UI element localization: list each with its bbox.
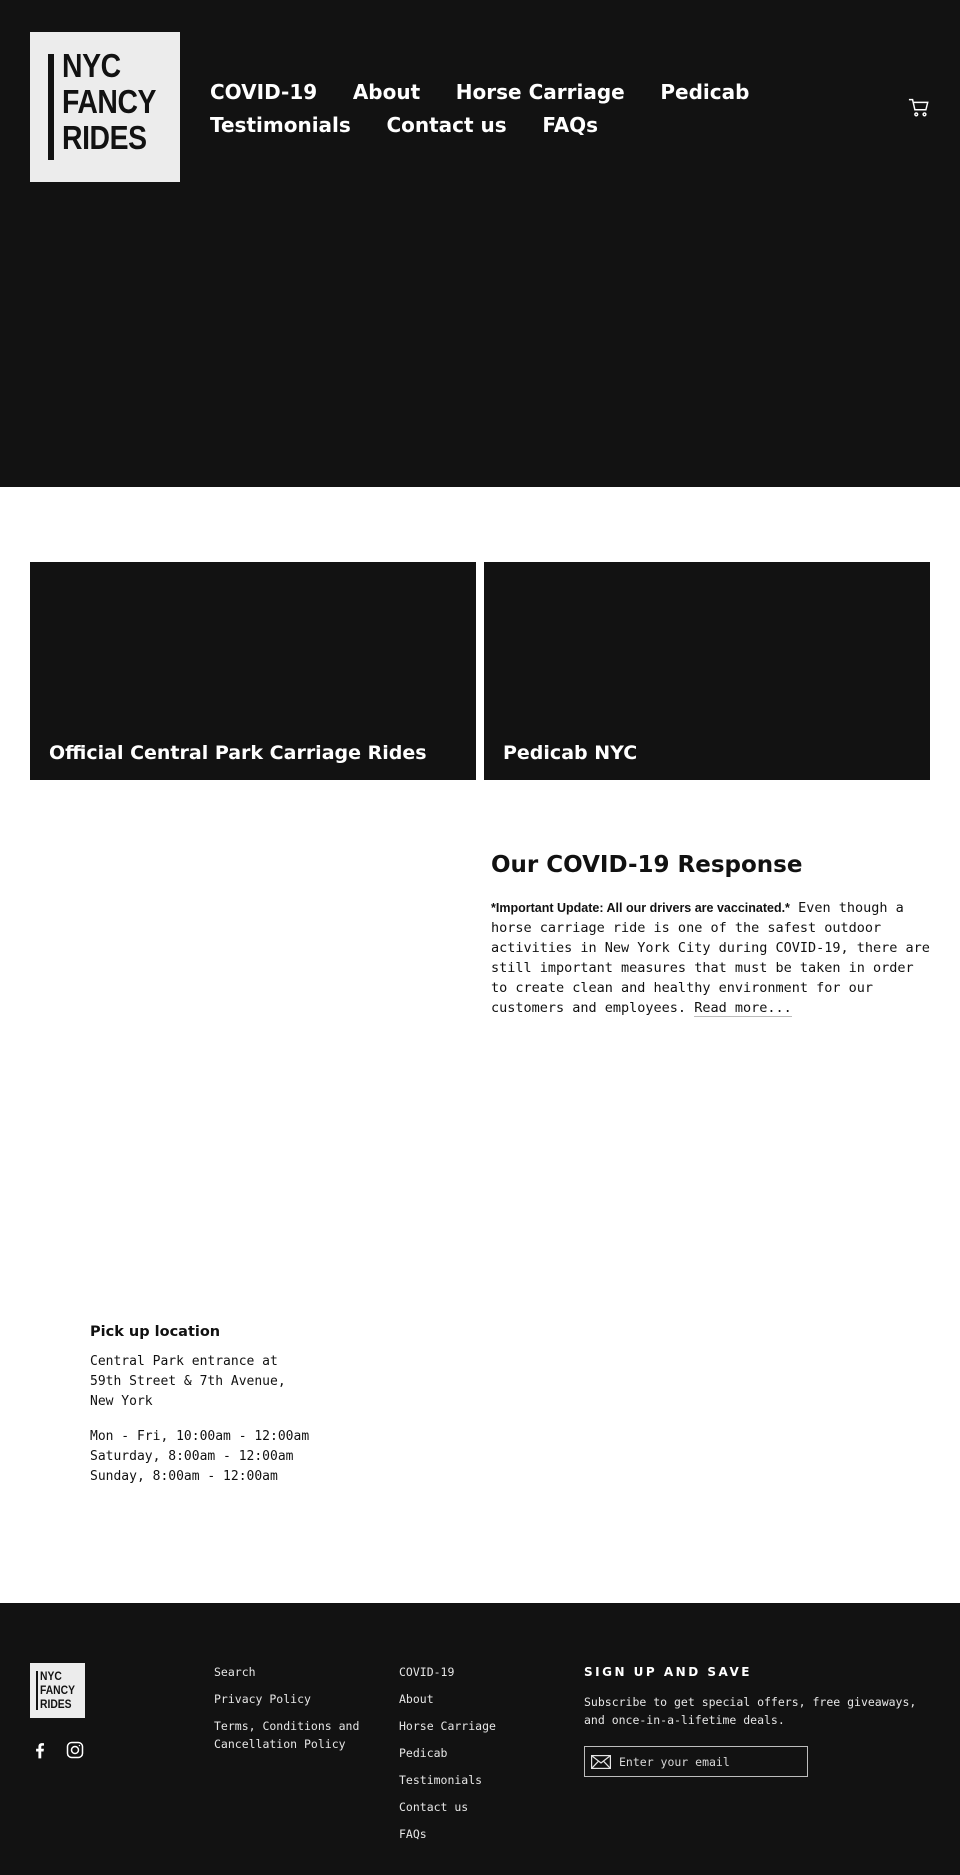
footer-links-legal bbox=[214, 1663, 374, 1762]
email-input[interactable] bbox=[619, 1747, 804, 1776]
address-line: 59th Street & 7th Avenue, bbox=[90, 1374, 286, 1389]
collection-tile-pedicab[interactable] bbox=[484, 562, 930, 780]
site-logo[interactable] bbox=[30, 32, 180, 182]
logo-text bbox=[62, 48, 156, 156]
facebook-icon[interactable] bbox=[30, 1740, 50, 1760]
nav-item-contact-us[interactable]: Contact us bbox=[386, 113, 507, 137]
covid-heading: Our COVID-19 Response bbox=[491, 852, 803, 878]
footer-link-covid-19[interactable]: COVID-19 bbox=[399, 1665, 455, 1679]
main-nav bbox=[210, 76, 870, 142]
footer-logo-text bbox=[40, 1669, 75, 1711]
hours-line: Saturday, 8:00am - 12:00am bbox=[90, 1449, 294, 1464]
nav-item-testimonials[interactable]: Testimonials bbox=[210, 113, 351, 137]
instagram-icon[interactable] bbox=[65, 1740, 85, 1760]
envelope-icon bbox=[591, 1755, 611, 1769]
footer-logo-line-1: NYC bbox=[40, 1669, 62, 1683]
email-field-wrapper bbox=[584, 1746, 808, 1777]
hero-banner bbox=[0, 0, 960, 487]
nav-item-about[interactable]: About bbox=[352, 80, 421, 104]
collection-title: Pedicab NYC bbox=[503, 742, 638, 764]
footer-link-contact-us[interactable]: Contact us bbox=[399, 1800, 469, 1814]
footer-link-faqs[interactable]: FAQs bbox=[399, 1827, 427, 1841]
footer-link-testimonials[interactable]: Testimonials bbox=[399, 1773, 483, 1787]
footer-links-main bbox=[399, 1663, 549, 1852]
pickup-hours bbox=[90, 1427, 350, 1487]
pickup-heading: Pick up location bbox=[90, 1324, 221, 1340]
footer-logo[interactable] bbox=[30, 1663, 85, 1718]
footer-link-search[interactable]: Search bbox=[214, 1665, 256, 1679]
covid-lead: *Important Update: All our drivers are vaccinated.* bbox=[491, 901, 790, 915]
logo-line-1: NYC bbox=[62, 47, 121, 84]
logo-line-3: RIDES bbox=[62, 119, 147, 156]
covid-text bbox=[491, 898, 931, 1018]
site-footer bbox=[0, 1603, 960, 1875]
nav-item-covid-19[interactable]: COVID-19 bbox=[210, 80, 318, 104]
footer-link-horse-carriage[interactable]: Horse Carriage bbox=[399, 1719, 496, 1733]
footer-link-about[interactable]: About bbox=[399, 1692, 434, 1706]
signup-text: Subscribe to get special offers, free giveaways, and once-in-a-lifetime deals. bbox=[584, 1695, 917, 1727]
footer-link-pedicab[interactable]: Pedicab bbox=[399, 1746, 448, 1760]
footer-link-terms[interactable]: Terms, Conditions and Cancellation Policy bbox=[214, 1719, 360, 1751]
footer-logo-line-3: RIDES bbox=[40, 1697, 72, 1711]
read-more-link[interactable]: Read more... bbox=[694, 1000, 792, 1016]
collection-tile-carriage[interactable] bbox=[30, 562, 476, 780]
signup-title: SIGN UP AND SAVE bbox=[584, 1665, 752, 1679]
cart-icon[interactable] bbox=[908, 96, 930, 118]
covid-body: Even though a horse carriage ride is one of the safest outdoor activities in New York City during COVID-19, there are still important measures that must be taken in order to create clean and healthy environment for our customers and employees. bbox=[491, 900, 930, 1016]
address-line: New York bbox=[90, 1394, 153, 1409]
footer-link-privacy-policy[interactable]: Privacy Policy bbox=[214, 1692, 311, 1706]
hours-line: Sunday, 8:00am - 12:00am bbox=[90, 1469, 278, 1484]
address-line: Central Park entrance at bbox=[90, 1354, 278, 1369]
logo-bar bbox=[48, 54, 54, 160]
covid-section bbox=[491, 852, 931, 1018]
footer-logo-line-2: FANCY bbox=[40, 1683, 75, 1697]
hours-line: Mon - Fri, 10:00am - 12:00am bbox=[90, 1429, 310, 1444]
footer-logo-bar bbox=[36, 1671, 38, 1710]
pickup-address bbox=[90, 1352, 350, 1412]
collection-title: Official Central Park Carriage Rides bbox=[49, 742, 427, 764]
nav-item-horse-carriage[interactable]: Horse Carriage bbox=[455, 80, 625, 104]
newsletter-signup bbox=[584, 1663, 934, 1777]
pickup-section bbox=[90, 1324, 350, 1502]
logo-line-2: FANCY bbox=[62, 83, 157, 120]
nav-item-faqs[interactable]: FAQs bbox=[542, 113, 599, 137]
nav-item-pedicab[interactable]: Pedicab bbox=[660, 80, 750, 104]
